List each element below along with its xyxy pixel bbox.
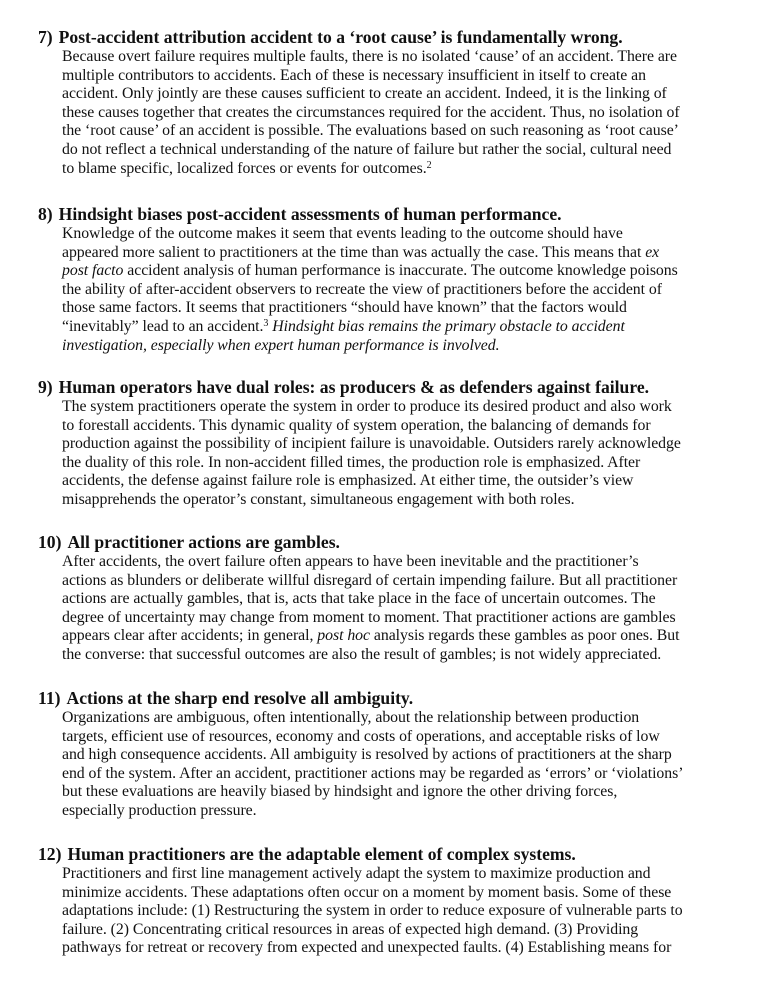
- body-line: [62, 417, 758, 436]
- body-line: [62, 590, 758, 609]
- section-body: [38, 48, 758, 178]
- body-text: to blame specific, localized forces or events for outcomes.: [62, 159, 427, 177]
- body-text: the ability of after-accident observers to recreate the view of practitioners before the accident of: [62, 280, 662, 298]
- body-line: [62, 67, 758, 86]
- section-11: [38, 687, 758, 821]
- body-text: Knowledge of the outcome makes it seem that events leading to the outcome should have: [62, 225, 623, 242]
- section-9: [38, 376, 758, 510]
- body-text: minimize accidents. These adaptations often occur on a moment by moment basis. Some of these: [62, 883, 672, 901]
- body-line: [62, 491, 758, 510]
- body-text: multiple contributors to accidents. Each of these is necessary insufficient in itself to create an: [62, 66, 646, 84]
- body-text: analysis regards these gambles as poor ones. But: [369, 627, 680, 645]
- body-line: [62, 48, 758, 67]
- body-line: [62, 262, 758, 281]
- body-text: appears clear after accidents; in general,: [62, 627, 318, 645]
- section-heading: [38, 687, 758, 709]
- body-line: [62, 902, 758, 921]
- body-text: targets, efficient use of resources, economy and costs of operations, and acceptable risks of low: [62, 727, 660, 745]
- body-text: end of the system. After an accident, practitioner actions may be regarded as ‘errors’ or ‘violations’: [62, 764, 684, 782]
- body-line: [62, 572, 758, 591]
- italic-text: Hindsight bias remains the primary obstacle to accident: [272, 317, 625, 335]
- body-text: accident analysis of human performance is inaccurate. The outcome knowledge poisons: [123, 262, 678, 280]
- body-line: [62, 244, 758, 263]
- body-text: Organizations are ambiguous, often intentionally, about the relationship between production: [62, 709, 640, 726]
- body-line: [62, 865, 758, 884]
- body-text: but these evaluations are heavily biased by hindsight and ignore the other driving forces,: [62, 783, 618, 801]
- body-line: [62, 398, 758, 417]
- body-text: actions are actually gambles, that is, acts that take place in the face of uncertain outcomes. The: [62, 590, 656, 608]
- body-text: accidents, the defense against failure role is emphasized. At either time, the outsider’s view: [62, 472, 634, 490]
- body-line: [62, 435, 758, 454]
- body-line: [62, 728, 758, 747]
- body-text: those same factors. It seems that practitioners “should have known” that the factors would: [62, 299, 627, 317]
- section-number: 7): [38, 27, 53, 47]
- body-text: the duality of this role. In non-accident filled times, the production role is emphasized. After: [62, 453, 641, 471]
- section-heading: [38, 376, 758, 398]
- section-title: Human operators have dual roles: as producers & as defenders against failure.: [58, 377, 650, 397]
- body-text: Because overt failure requires multiple faults, there is no isolated ‘cause’ of an accident. There are: [62, 48, 677, 65]
- body-text: especially production pressure.: [62, 801, 257, 819]
- body-line: [62, 765, 758, 784]
- footnote-ref: 3: [263, 317, 269, 329]
- section-body: [38, 398, 758, 510]
- body-line: [62, 646, 758, 665]
- body-text: actions as blunders or deliberate willful disregard of certain impending failure. But all practitioner: [62, 571, 678, 589]
- section-title: Post-accident attribution accident to a ‘root cause’ is fundamentally wrong.: [58, 27, 623, 47]
- section-12: [38, 843, 758, 958]
- body-line: [62, 802, 758, 821]
- body-line: [62, 746, 758, 765]
- body-text: misapprehends the operator’s constant, simultaneous engagement with both roles.: [62, 490, 575, 508]
- italic-text: post facto: [62, 262, 124, 280]
- body-line: [62, 160, 758, 179]
- body-line: [62, 104, 758, 123]
- body-line: [62, 299, 758, 318]
- body-line: [62, 318, 758, 337]
- body-line: [62, 939, 758, 958]
- body-line: [62, 337, 758, 356]
- body-text: these causes together that creates the circumstances required for the accident. Thus, no isolation of: [62, 103, 680, 121]
- italic-text: post hoc: [317, 627, 370, 645]
- body-text: After accidents, the overt failure often appears to have been inevitable and the practitioner’s: [62, 553, 639, 570]
- body-line: [62, 454, 758, 473]
- section-heading: [38, 531, 758, 553]
- section-number: 12): [38, 844, 62, 864]
- section-title: Hindsight biases post-accident assessments of human performance.: [58, 204, 562, 224]
- body-line: [62, 709, 758, 728]
- section-title: Human practitioners are the adaptable element of complex systems.: [67, 844, 576, 864]
- body-text: Practitioners and first line management actively adapt the system to maximize production and: [62, 865, 651, 882]
- body-text: The system practitioners operate the system in order to produce its desired product and also work: [62, 398, 672, 415]
- body-line: [62, 783, 758, 802]
- body-line: [62, 609, 758, 628]
- footnote-ref: 2: [426, 159, 432, 171]
- body-line: [62, 122, 758, 141]
- body-text: “inevitably” lead to an accident.: [62, 317, 264, 335]
- section-body: [38, 709, 758, 821]
- body-text: adaptations include: (1) Restructuring the system in order to reduce exposure of vulnerable parts to: [62, 902, 683, 920]
- body-text: appeared more salient to practitioners at the time than was actually the case. This means that: [62, 243, 646, 261]
- section-body: [38, 225, 758, 355]
- section-heading: [38, 843, 758, 865]
- italic-text: ex: [645, 243, 660, 261]
- body-text: production against the possibility of incipient failure is unavoidable. Outsiders rarely acknowledge: [62, 435, 681, 453]
- body-line: [62, 553, 758, 572]
- section-title: All practitioner actions are gambles.: [67, 532, 340, 552]
- section-body: [38, 865, 758, 958]
- section-number: 10): [38, 532, 62, 552]
- section-7: [38, 26, 758, 178]
- italic-text: investigation, especially when expert human performance is involved.: [62, 336, 500, 354]
- body-text: pathways for retreat or recovery from expected and unexpected faults. (4) Establishing means for: [62, 939, 672, 957]
- body-text: to forestall accidents. This dynamic quality of system operation, the balancing of demands for: [62, 416, 651, 434]
- body-line: [62, 141, 758, 160]
- body-line: [62, 472, 758, 491]
- body-text: the ‘root cause’ of an accident is possible. The evaluations based on such reasoning as ‘root cause’: [62, 122, 679, 140]
- section-number: 8): [38, 204, 53, 224]
- section-number: 11): [38, 688, 61, 708]
- section-8: [38, 203, 758, 355]
- body-text: accident. Only jointly are these causes sufficient to create an accident. Indeed, it is the linking of: [62, 85, 667, 103]
- body-text: and high consequence accidents. All ambiguity is resolved by actions of practitioners at the sharp: [62, 746, 672, 764]
- body-text: degree of uncertainty may change from moment to moment. That practitioner actions are gambles: [62, 608, 676, 626]
- section-heading: [38, 203, 758, 225]
- body-line: [62, 884, 758, 903]
- body-text: failure. (2) Concentrating critical resources in areas of expected high demand. (3) Providing: [62, 920, 639, 938]
- body-line: [62, 281, 758, 300]
- body-text: the converse: that successful outcomes are also the result of gambles; is not widely appreciated.: [62, 645, 662, 663]
- body-line: [62, 225, 758, 244]
- body-line: [62, 85, 758, 104]
- section-number: 9): [38, 377, 53, 397]
- body-line: [62, 627, 758, 646]
- section-10: [38, 531, 758, 665]
- section-title: Actions at the sharp end resolve all ambiguity.: [66, 688, 414, 708]
- body-text: do not reflect a technical understanding of the nature of failure but rather the social, cultural need: [62, 140, 672, 158]
- section-body: [38, 553, 758, 665]
- section-heading: [38, 26, 758, 48]
- body-line: [62, 921, 758, 940]
